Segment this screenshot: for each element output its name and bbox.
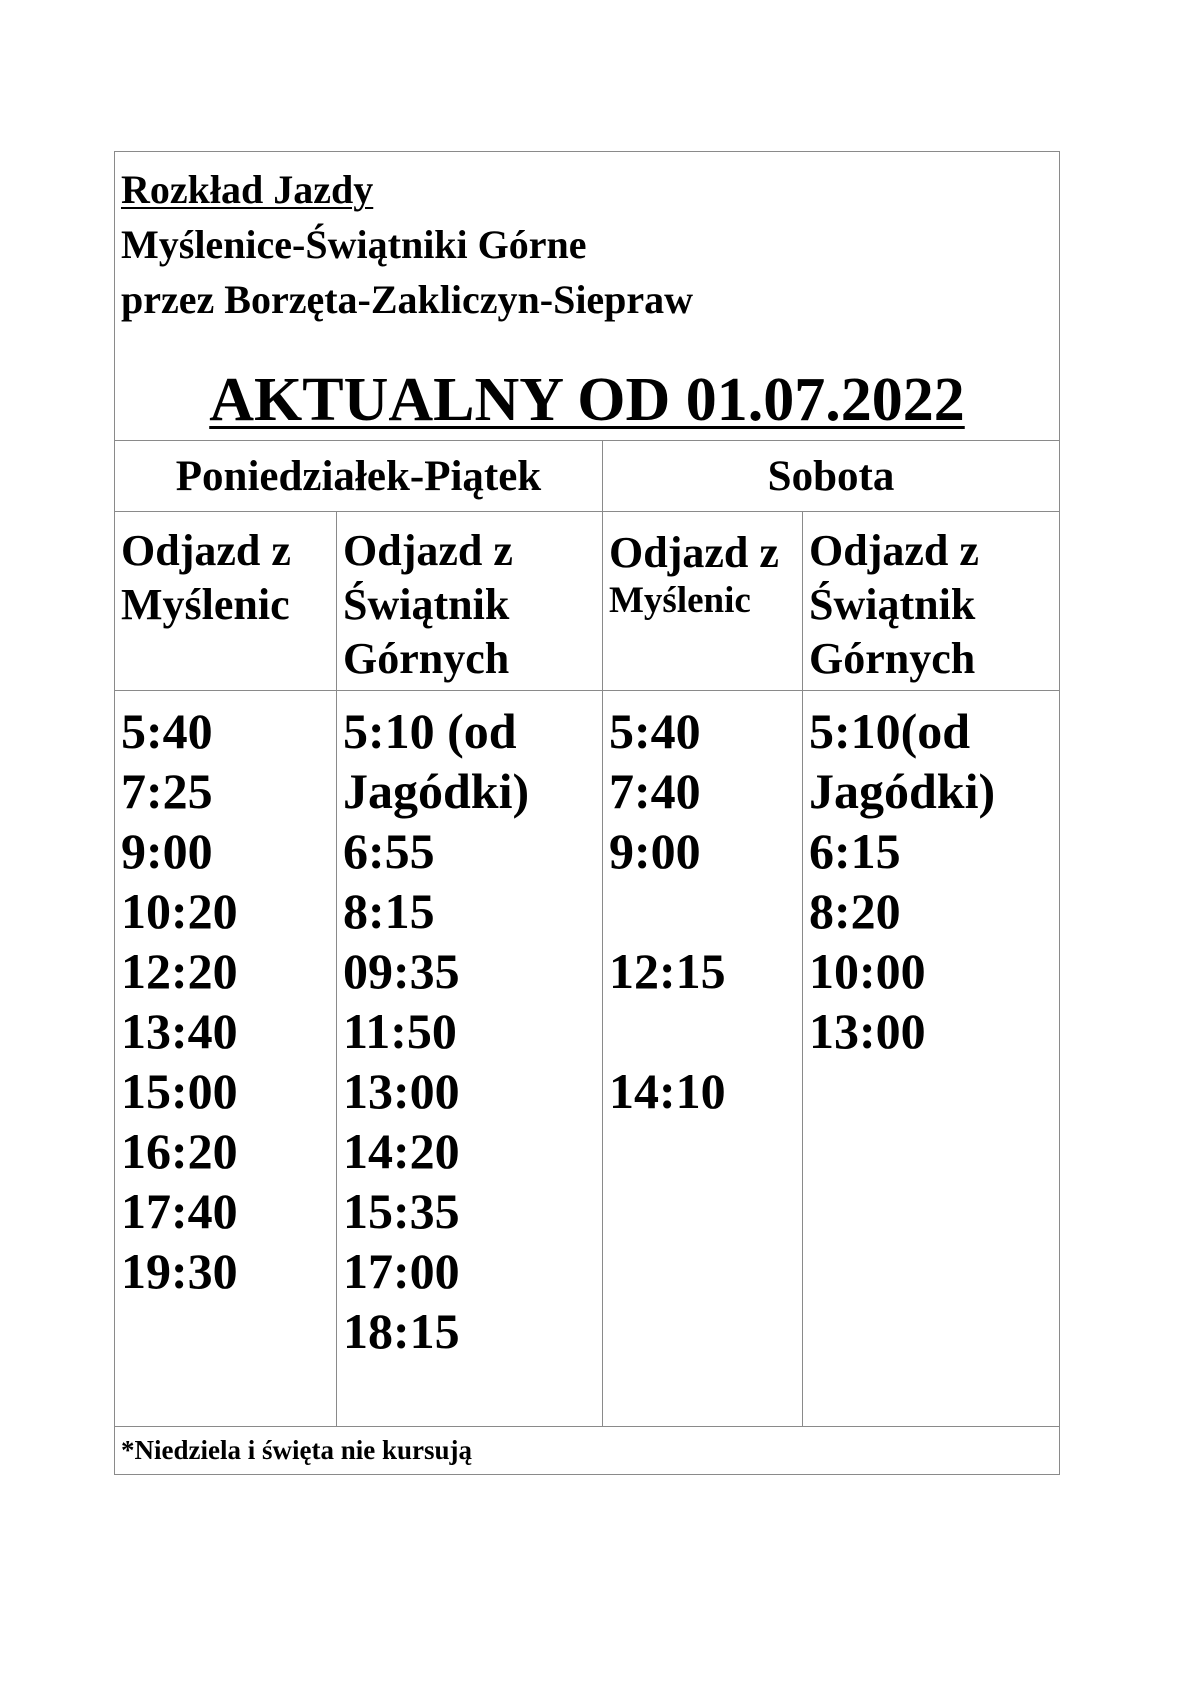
departure-time: 7:25	[121, 763, 213, 819]
departure-time: 15:00	[121, 1063, 238, 1119]
departure-list	[115, 691, 336, 1426]
day-groups	[115, 441, 1059, 512]
timetable-title: Rozkład Jazdy	[121, 167, 374, 212]
column-header-line: Górnych	[809, 634, 976, 683]
column-saturday-from-swiatniki	[803, 512, 1059, 1426]
departure-time: 6:55	[343, 823, 435, 879]
column-header-line: Odjazd z	[609, 528, 779, 577]
column-header-line: Górnych	[343, 634, 510, 683]
column-header-line: Odjazd z	[343, 526, 513, 575]
departure-time: 6:15	[809, 823, 901, 879]
departure-time: 16:20	[121, 1123, 238, 1179]
column-header-line: Świątnik	[809, 580, 976, 629]
departure-time: 14:10	[609, 1063, 726, 1119]
departure-time: Jagódki)	[809, 763, 996, 819]
departure-time: 13:40	[121, 1003, 238, 1059]
departure-time: 9:00	[609, 823, 701, 879]
column-header	[603, 512, 802, 691]
departure-time: 12:20	[121, 943, 238, 999]
route-via: przez Borzęta-Zakliczyn-Siepraw	[121, 277, 694, 322]
departure-time: 17:00	[343, 1243, 460, 1299]
departure-time: 12:15	[609, 943, 726, 999]
timetable-header	[115, 152, 1059, 441]
departure-time: 8:15	[343, 883, 435, 939]
column-header	[115, 512, 336, 691]
departure-time: 18:15	[343, 1303, 460, 1359]
departure-time: 19:30	[121, 1243, 238, 1299]
column-weekday-from-swiatniki	[337, 512, 603, 1426]
departure-time: 5:10 (od	[343, 703, 517, 759]
departure-time: 7:40	[609, 763, 701, 819]
departure-time: 15:35	[343, 1183, 460, 1239]
departure-time: 8:20	[809, 883, 901, 939]
departure-time: 10:20	[121, 883, 238, 939]
column-header-line: Myślenic	[121, 580, 290, 629]
departure-time: 10:00	[809, 943, 926, 999]
column-header	[337, 512, 602, 691]
departure-time: 9:00	[121, 823, 213, 879]
departure-time: 5:40	[609, 703, 701, 759]
departure-time	[609, 1001, 802, 1061]
column-weekday-from-myslenice	[115, 512, 337, 1426]
departure-list	[803, 691, 1059, 1426]
departure-time: 14:20	[343, 1123, 460, 1179]
departure-list	[337, 691, 602, 1426]
column-header-line: Myślenic	[609, 580, 751, 621]
day-group-saturday: Sobota	[767, 452, 895, 500]
departure-time: 13:00	[343, 1063, 460, 1119]
departure-time: 5:10(od	[809, 703, 971, 759]
column-header	[803, 512, 1059, 691]
departure-time: 5:40	[121, 703, 213, 759]
column-header-line: Świątnik	[343, 580, 510, 629]
route-name: Myślenice-Świątniki Górne	[121, 222, 587, 267]
column-saturday-from-myslenice	[603, 512, 803, 1426]
departure-time: Jagódki)	[343, 763, 530, 819]
valid-from: AKTUALNY OD 01.07.2022	[209, 366, 965, 434]
departure-time: 09:35	[343, 943, 460, 999]
timetable	[114, 151, 1060, 1475]
schedule-columns	[115, 512, 1059, 1427]
column-header-line: Odjazd z	[121, 526, 291, 575]
day-group-weekday: Poniedziałek-Piątek	[115, 441, 603, 511]
column-header-line: Odjazd z	[809, 526, 979, 575]
departure-time: 17:40	[121, 1183, 238, 1239]
departure-time	[609, 881, 802, 941]
departure-time: 11:50	[343, 1003, 457, 1059]
departure-list	[603, 691, 802, 1426]
departure-time: 13:00	[809, 1003, 926, 1059]
footnote: *Niedziela i święta nie kursują	[121, 1435, 472, 1465]
